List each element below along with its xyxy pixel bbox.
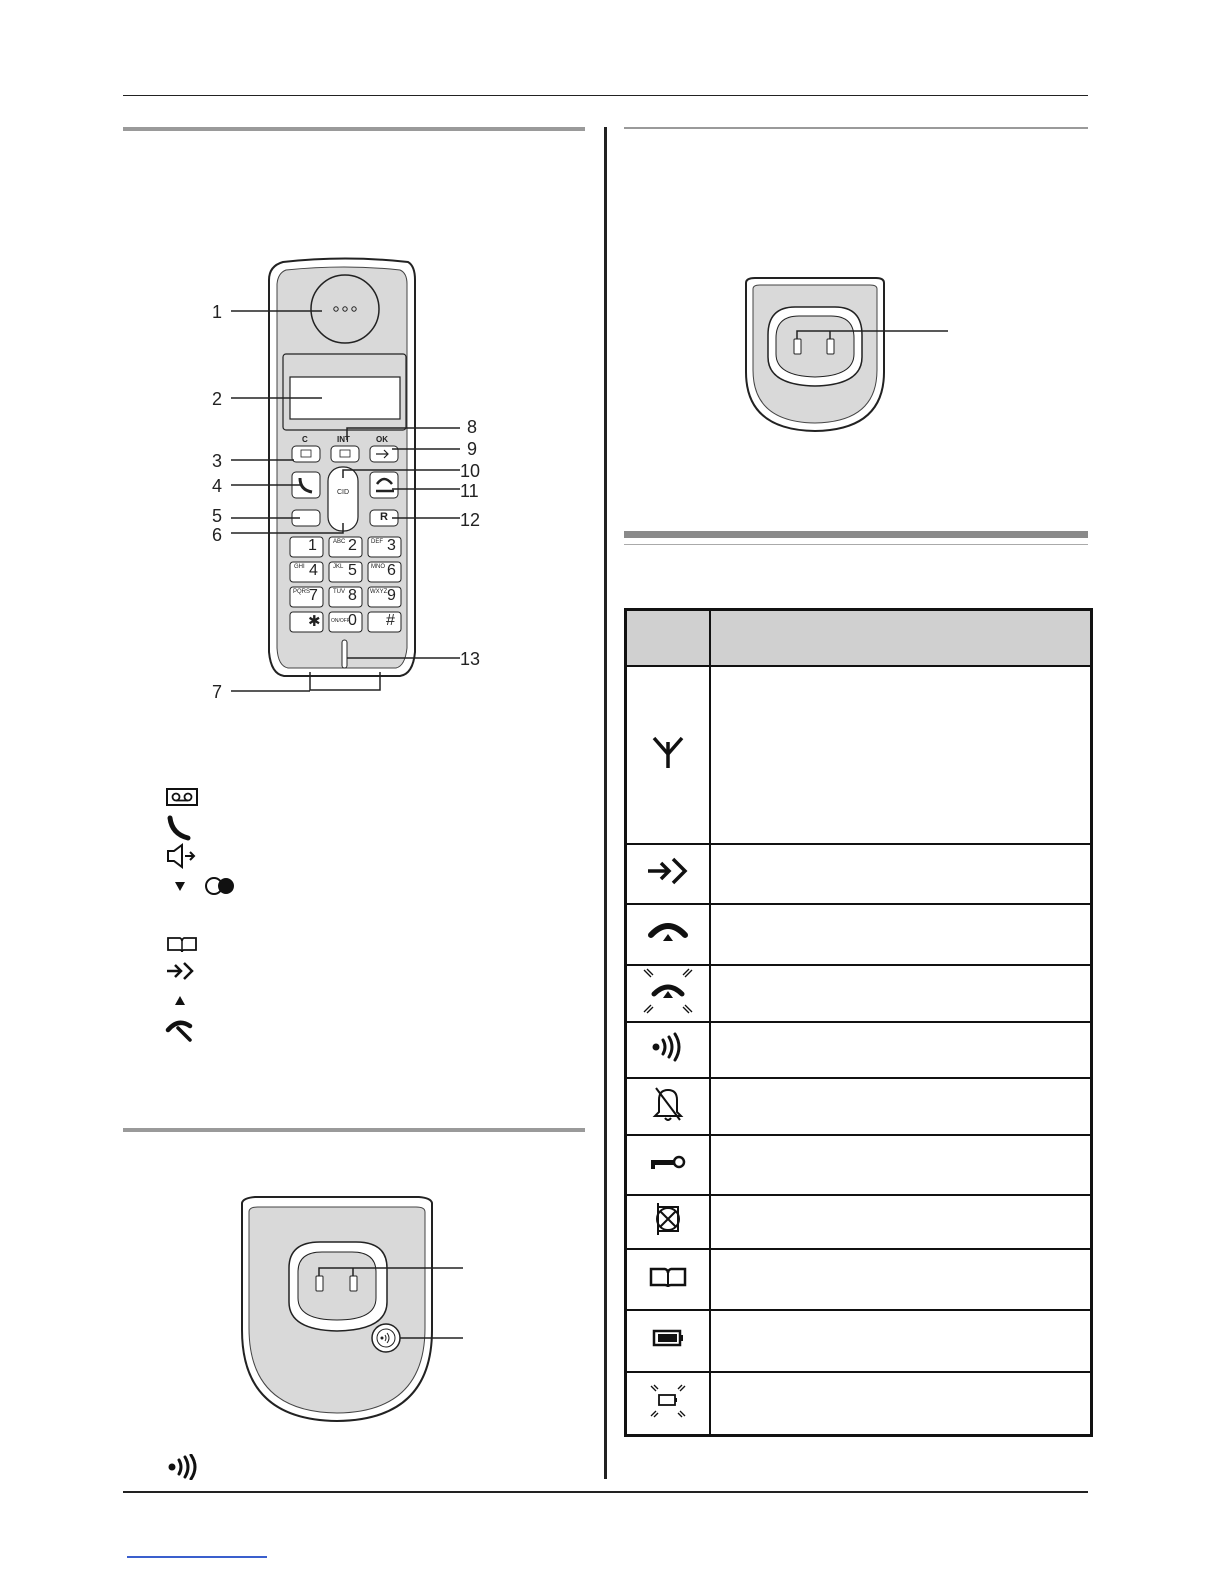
phonebook-icon — [168, 938, 196, 952]
table-row — [626, 904, 1092, 965]
ok-arrow-icon — [167, 963, 192, 979]
callout-6: 6 — [212, 525, 223, 545]
section-rule-charger — [624, 127, 1088, 129]
key-label-hash: # — [386, 612, 395, 629]
key-1 — [290, 537, 323, 557]
up-icon — [175, 996, 185, 1005]
key-label-r: R — [380, 511, 388, 523]
section-rule-handset — [123, 127, 585, 131]
ok-arrow-icon — [646, 856, 690, 886]
column-divider — [604, 127, 607, 1479]
locator-button — [372, 1324, 400, 1352]
key-off — [370, 472, 398, 498]
voicemail-icon — [167, 789, 197, 805]
callout-1: 1 — [212, 302, 223, 322]
microphone — [342, 640, 347, 668]
callout-7: 7 — [212, 682, 223, 702]
table-header-meaning — [710, 610, 1092, 666]
key-label-cid: CID — [337, 489, 350, 496]
handset-diagram — [150, 255, 495, 705]
talk-icon — [170, 818, 188, 838]
antenna-icon — [648, 732, 688, 772]
footer-link-underline[interactable] — [127, 1556, 267, 1558]
table-row — [626, 1310, 1092, 1372]
key-c — [292, 446, 320, 462]
callout-3: 3 — [212, 451, 223, 471]
key-label-5-sub: JKL — [333, 564, 344, 570]
muted-icon — [651, 1199, 685, 1239]
bottom-rule — [123, 1491, 1088, 1493]
key-label-5: 5 — [348, 562, 357, 579]
key-label-4-sub: GHI — [294, 564, 305, 570]
table-header-row — [626, 610, 1092, 666]
charger-diagram — [738, 270, 958, 440]
legend-icons — [160, 782, 250, 1048]
down-cid-icon — [175, 878, 234, 894]
key-label-0-sub: ON/OFF — [331, 618, 350, 624]
off-icon — [168, 1023, 190, 1040]
key-label-7-sub: PQRS — [293, 589, 311, 595]
charger-contact-left — [794, 339, 801, 354]
key-label-9: 9 — [387, 587, 396, 604]
callout-9: 9 — [467, 439, 478, 459]
key-label-2-sub: ABC — [333, 539, 346, 545]
battery-full-icon — [650, 1326, 686, 1350]
speaker-icon — [168, 845, 194, 867]
charge-contact-right — [350, 1276, 357, 1291]
base-unit-diagram — [230, 1190, 480, 1430]
key-label-7: 7 — [309, 587, 318, 604]
key-label-c: C — [302, 435, 308, 444]
phonebook-icon — [648, 1265, 688, 1289]
paging-icon — [164, 1454, 204, 1480]
callout-13: 13 — [460, 649, 481, 669]
table-row — [626, 844, 1092, 904]
key-label-int: INT — [337, 435, 350, 444]
table-row — [626, 1195, 1092, 1249]
callout-8: 8 — [467, 417, 478, 437]
battery-flashing-icon — [648, 1383, 688, 1419]
display-icons-table — [624, 608, 1093, 1437]
table-row — [626, 965, 1092, 1022]
key-label-0: 0 — [348, 612, 357, 629]
callout-12: 12 — [460, 510, 481, 530]
section-rule-display-icons-thin — [624, 544, 1088, 545]
charger-contact-right — [827, 339, 834, 354]
key-label-1: 1 — [308, 537, 317, 554]
table-row — [626, 1135, 1092, 1195]
callout-5: 5 — [212, 506, 223, 526]
paging-icon — [648, 1032, 688, 1062]
key-label-6-sub: MNO — [371, 564, 385, 570]
callout-2: 2 — [212, 389, 223, 409]
charge-contact-left — [316, 1276, 323, 1291]
table-row — [626, 666, 1092, 844]
table-row — [626, 1078, 1092, 1135]
key-label-4: 4 — [309, 562, 318, 579]
key-label-6: 6 — [387, 562, 396, 579]
line-flashing-icon — [640, 966, 696, 1016]
callout-4: 4 — [212, 476, 223, 496]
line-in-use-icon — [646, 917, 690, 947]
table-row — [626, 1249, 1092, 1310]
earpiece — [311, 275, 379, 343]
key-label-8-sub: TUV — [333, 589, 345, 595]
key-label-3-sub: DEF — [371, 539, 383, 545]
section-rule-base — [123, 1128, 585, 1132]
key-label-3: 3 — [387, 537, 396, 554]
key-lock-icon — [648, 1152, 688, 1172]
callout-11: 11 — [460, 481, 479, 501]
section-rule-display-icons — [624, 531, 1088, 538]
key-label-9-sub: WXYZ — [370, 589, 388, 595]
key-label-2: 2 — [348, 537, 357, 554]
ringer-off-icon — [650, 1084, 686, 1124]
key-hash — [368, 612, 401, 632]
key-label-8: 8 — [348, 587, 357, 604]
table-row — [626, 1372, 1092, 1436]
callout-10: 10 — [460, 461, 481, 481]
top-rule — [123, 95, 1088, 96]
table-row — [626, 1022, 1092, 1078]
key-label-ok: OK — [376, 435, 388, 444]
key-label-star: ✱ — [308, 613, 321, 630]
key-int — [331, 446, 359, 462]
table-header-icon — [626, 610, 710, 666]
